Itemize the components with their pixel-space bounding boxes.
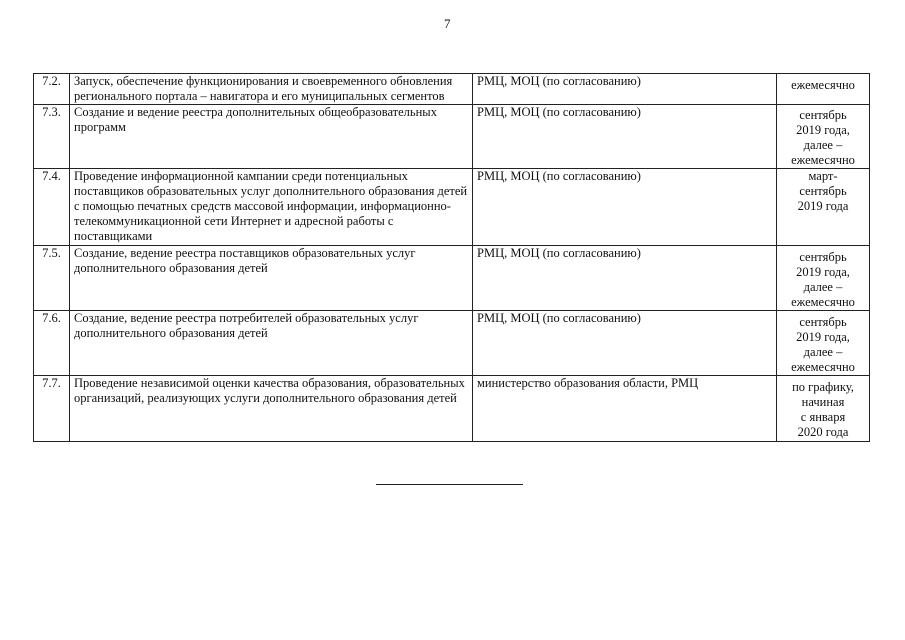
item-executor: РМЦ, МОЦ (по согласованию) (473, 169, 777, 246)
item-number: 7.3. (34, 105, 70, 169)
item-description: Запуск, обеспечение функционирования и своевременного обновления регионального портала – навигатора и его муниципальных сегментов (70, 74, 473, 105)
item-description: Создание и ведение реестра дополнительных общеобразовательных программ (70, 105, 473, 169)
table-row (34, 74, 870, 105)
item-description: Проведение информационной кампании среди потенциальных поставщиков образовательных услуг дополнительного образования детей с помощью печатных средств массовой информации, информационно-телекоммуникационной сети Интернет и адресной работы с поставщиками (70, 169, 473, 246)
item-executor: РМЦ, МОЦ (по согласованию) (473, 311, 777, 376)
table-row (34, 169, 870, 246)
item-term: март- сентябрь 2019 года (777, 169, 870, 246)
end-of-document-rule (376, 484, 523, 485)
item-number: 7.5. (34, 246, 70, 311)
item-term: по графику, начиная с января 2020 года (777, 376, 870, 442)
item-description: Создание, ведение реестра поставщиков образовательных услуг дополнительного образования детей (70, 246, 473, 311)
item-number: 7.7. (34, 376, 70, 442)
item-executor: РМЦ, МОЦ (по согласованию) (473, 246, 777, 311)
item-executor: министерство образования области, РМЦ (473, 376, 777, 442)
table-row (34, 311, 870, 376)
item-executor: РМЦ, МОЦ (по согласованию) (473, 74, 777, 105)
item-executor: РМЦ, МОЦ (по согласованию) (473, 105, 777, 169)
item-term: сентябрь 2019 года, далее – ежемесячно (777, 246, 870, 311)
item-number: 7.4. (34, 169, 70, 246)
item-description: Проведение независимой оценки качества образования, образовательных организаций, реализующих услуги дополнительного образования детей (70, 376, 473, 442)
activity-plan-table (33, 73, 870, 442)
item-term: сентябрь 2019 года, далее – ежемесячно (777, 311, 870, 376)
page-number: 7 (444, 16, 451, 31)
table-row (34, 105, 870, 169)
item-number: 7.2. (34, 74, 70, 105)
item-term: ежемесячно (777, 74, 870, 105)
item-description: Создание, ведение реестра потребителей образовательных услуг дополнительного образования детей (70, 311, 473, 376)
table-row (34, 246, 870, 311)
table-row (34, 376, 870, 442)
item-number: 7.6. (34, 311, 70, 376)
item-term: сентябрь 2019 года, далее – ежемесячно (777, 105, 870, 169)
